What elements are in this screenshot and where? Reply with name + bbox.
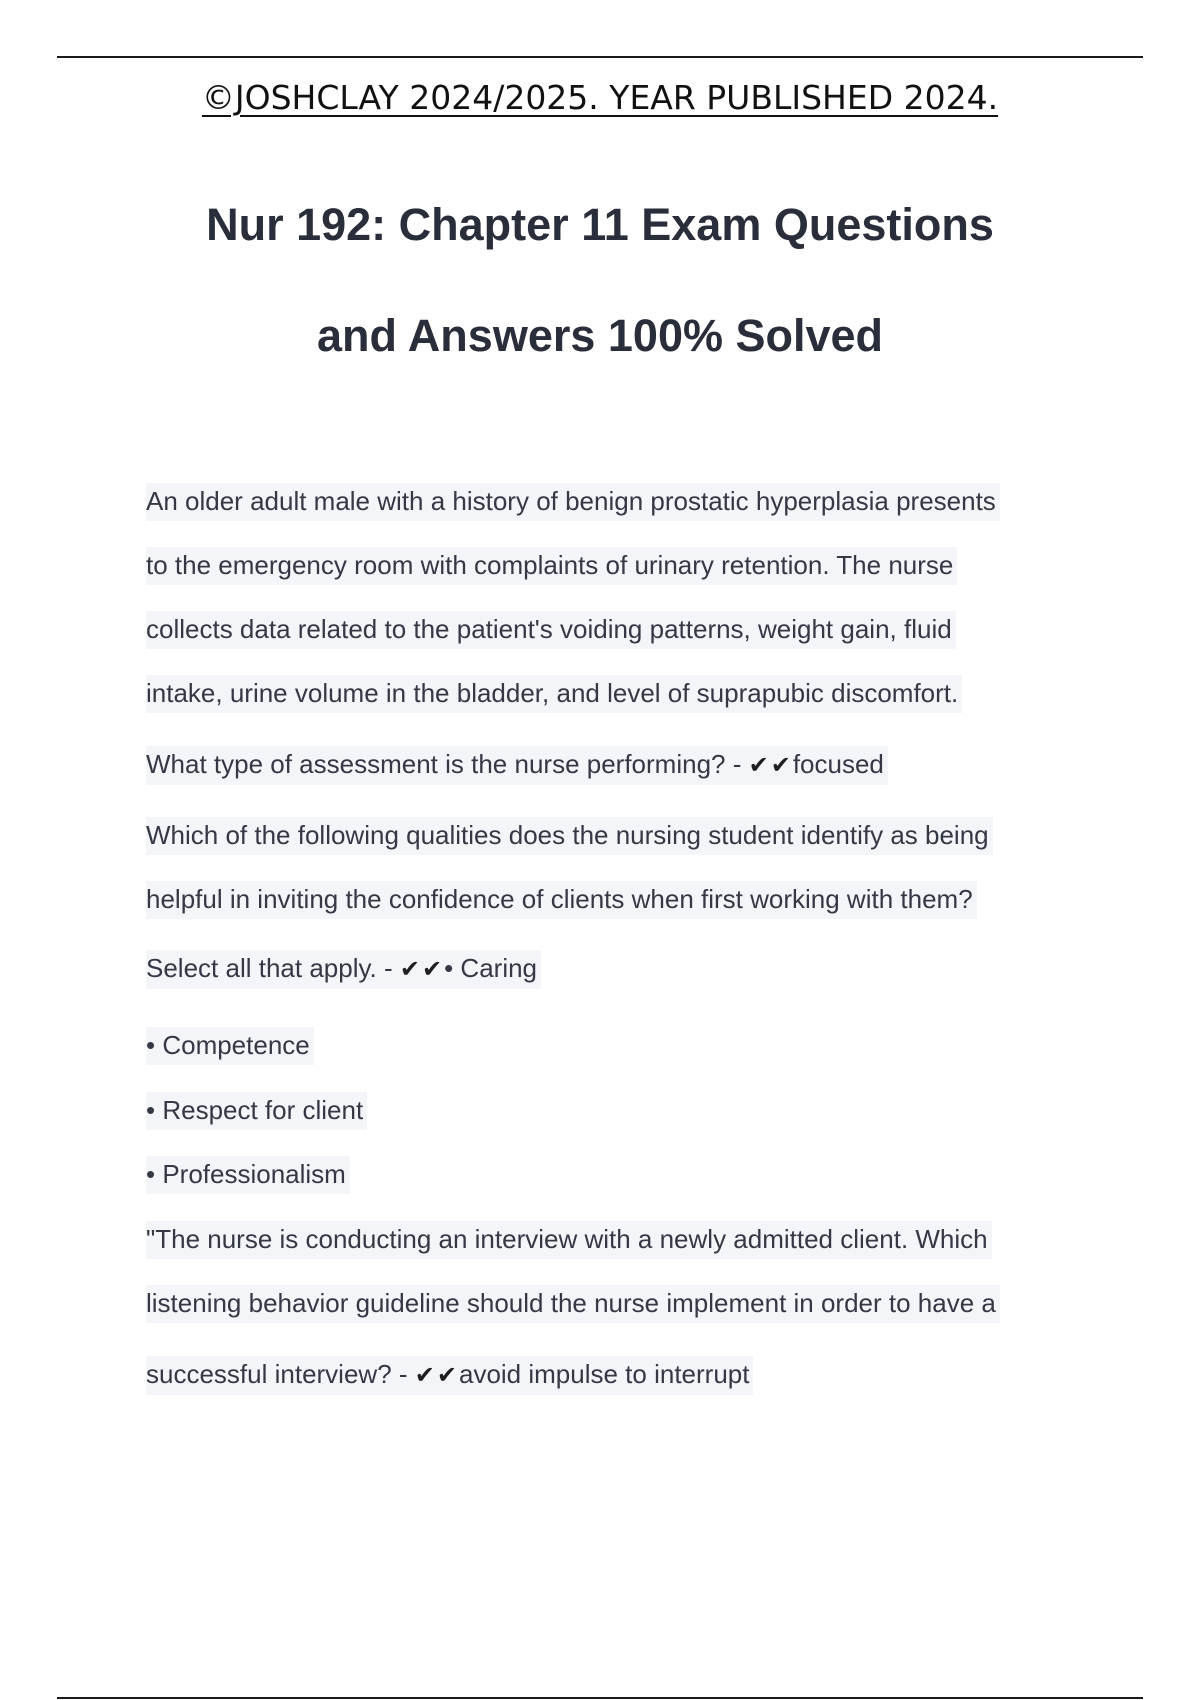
checkmark-icon: ✔✔ bbox=[399, 955, 445, 983]
q1-line: to the emergency room with complaints of urinary retention. The nurse bbox=[146, 547, 957, 585]
q2-answer-first: • Caring bbox=[444, 953, 538, 983]
q1-answer: focused bbox=[792, 749, 884, 779]
q2-line: helpful in inviting the confidence of clients when first working with them? bbox=[146, 881, 977, 919]
q3-prefix: successful interview? - bbox=[146, 1359, 415, 1389]
q1-prefix: What type of assessment is the nurse performing? - bbox=[146, 749, 749, 779]
page-title-line-2: and Answers 100% Solved bbox=[316, 310, 884, 361]
bottom-rule bbox=[57, 1697, 1143, 1699]
q1-line: collects data related to the patient's voiding patterns, weight gain, fluid bbox=[146, 611, 956, 649]
q2-prefix: Select all that apply. - bbox=[146, 953, 400, 983]
q2-answer-item: • Respect for client bbox=[146, 1092, 367, 1130]
copyright-header bbox=[0, 78, 1200, 117]
q3-answer-line bbox=[146, 1356, 753, 1395]
copyright-header-text: ©JOSHCLAY 2024/2025. YEAR PUBLISHED 2024. bbox=[201, 78, 999, 117]
q3-line: listening behavior guideline should the nurse implement in order to have a bbox=[146, 1285, 1000, 1323]
checkmark-icon: ✔✔ bbox=[748, 751, 793, 779]
q2-answer-item: • Competence bbox=[146, 1027, 314, 1065]
q1-answer-line bbox=[146, 746, 888, 785]
page-title-line-1: Nur 192: Chapter 11 Exam Questions bbox=[206, 199, 994, 250]
q3-line: "The nurse is conducting an interview with a newly admitted client. Which bbox=[146, 1221, 992, 1259]
q1-line: An older adult male with a history of benign prostatic hyperplasia presents bbox=[146, 483, 1000, 521]
checkmark-icon: ✔✔ bbox=[414, 1361, 459, 1389]
q3-answer: avoid impulse to interrupt bbox=[458, 1359, 750, 1389]
q1-line: intake, urine volume in the bladder, and level of suprapubic discomfort. bbox=[146, 675, 962, 713]
q2-answer-line bbox=[146, 950, 541, 989]
top-rule bbox=[57, 56, 1143, 58]
q2-answer-item: • Professionalism bbox=[146, 1156, 350, 1194]
q2-line: Which of the following qualities does the nursing student identify as being bbox=[146, 817, 993, 855]
